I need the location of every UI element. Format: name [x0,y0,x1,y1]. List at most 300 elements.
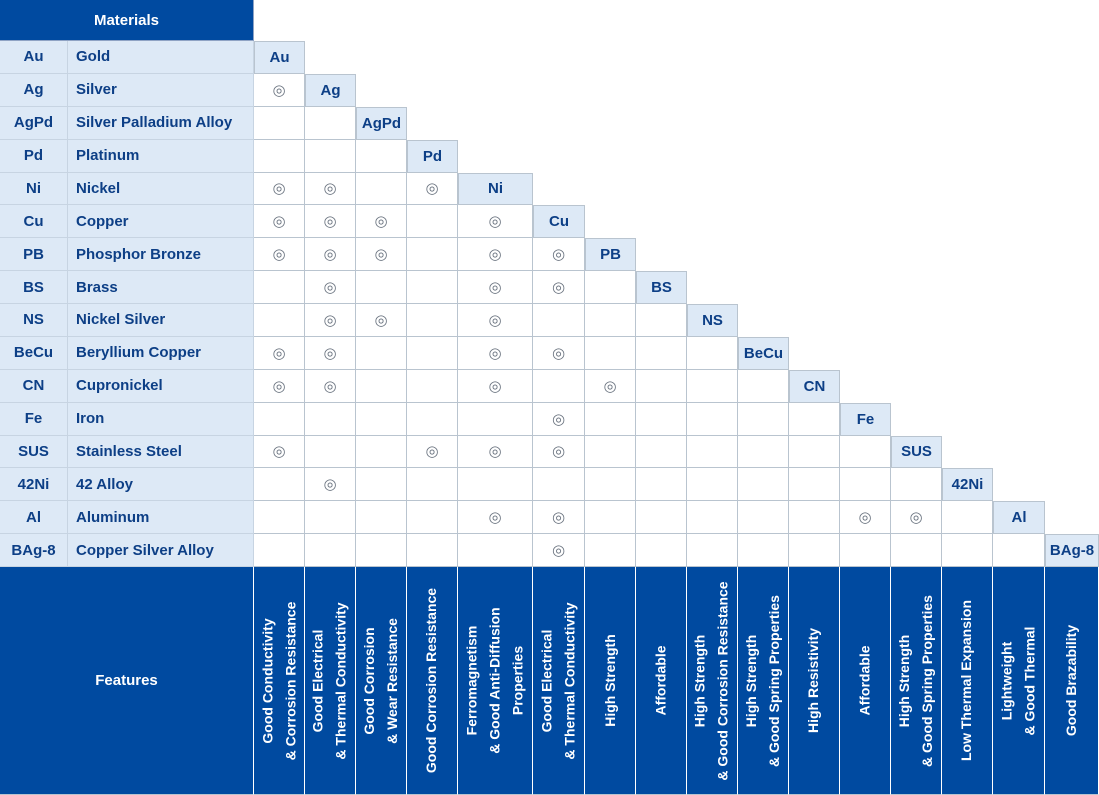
diagonal-symbol-cell [356,107,407,140]
feature-label-line: Lightweight [998,641,1015,720]
matrix-cell [305,534,356,567]
matrix-cell [738,501,789,534]
diagonal-symbol-cell [687,304,738,337]
matrix-cell [458,271,533,304]
diagonal-symbol-text: 42Ni [951,476,984,494]
feature-cell [254,567,305,795]
double-circle-mark-icon: ◎ [323,311,337,329]
matrix-cell [305,173,356,206]
materials-header [0,0,254,41]
material-name-text: Iron [76,410,105,428]
matrix-cell [840,501,891,534]
feature-cell [840,567,891,795]
material-symbol [0,370,68,403]
diagonal-symbol-text: Ag [320,81,341,99]
material-name [68,403,254,436]
double-circle-mark-icon: ◎ [272,213,286,231]
material-symbol-text: BeCu [13,344,54,362]
diagonal-symbol-text: CN [803,377,826,395]
feature-label-line: & Thermal Conductivity [561,601,578,760]
matrix-cell [687,468,738,501]
matrix-cell [305,205,356,238]
material-symbol-text: Pd [23,147,44,165]
material-symbol-text: AgPd [13,114,54,132]
feature-label-line: & Corrosion Resistance [282,601,298,760]
feature-label-line: High Strength [601,634,618,727]
matrix-cell [407,468,458,501]
matrix-cell [891,501,942,534]
feature-label [956,600,979,761]
feature-label [689,581,735,780]
matrix-cell [407,304,458,337]
feature-label-line: Good Conductivity [259,617,275,744]
matrix-cell [636,403,687,436]
feature-cell [636,567,687,795]
matrix-cell [407,534,458,567]
material-name [68,271,254,304]
matrix-cell [687,501,738,534]
material-symbol [0,436,68,469]
material-name-text: Stainless Steel [76,442,182,460]
diagonal-symbol-text: PB [600,246,621,264]
matrix-cell [687,337,738,370]
feature-label [1060,625,1083,736]
feature-label-line: Good Corrosion Resistance [423,587,440,774]
matrix-cell [458,436,533,469]
feature-label-line: Good Brazability [1063,624,1080,737]
matrix-cell [840,468,891,501]
material-name [68,107,254,140]
material-symbol [0,205,68,238]
matrix-cell [585,337,636,370]
diagonal-symbol-text: SUS [901,443,932,461]
matrix-cell [356,173,407,206]
matrix-cell [993,534,1045,567]
matrix-cell [789,501,840,534]
matrix-cell [458,501,533,534]
matrix-cell [533,304,585,337]
matrix-cell [533,501,585,534]
feature-label-line: & Wear Resistance [384,617,400,744]
material-symbol [0,41,68,74]
matrix-cell [636,468,687,501]
feature-cell [1045,567,1099,795]
matrix-cell [407,370,458,403]
feature-label-line: Good Electrical [310,629,327,732]
material-symbol [0,403,68,436]
matrix-cell [254,173,305,206]
double-circle-mark-icon: ◎ [488,344,502,362]
matrix-cell [585,501,636,534]
matrix-cell [458,534,533,567]
material-name [68,140,254,173]
feature-cell [533,567,585,795]
matrix-cell [305,403,356,436]
material-name-text: Silver [76,81,117,99]
matrix-cell [407,501,458,534]
double-circle-mark-icon: ◎ [272,81,286,99]
diagonal-symbol-text: BAg-8 [1049,542,1095,560]
double-circle-mark-icon: ◎ [488,443,502,461]
feature-label [803,628,826,733]
material-name [68,501,254,534]
feature-label-line: Affordable [856,645,873,716]
feature-label [421,588,444,773]
feature-label-line: Ferromagnetism [463,625,480,736]
diagonal-symbol-cell [585,238,636,271]
material-name [68,468,254,501]
matrix-cell [305,107,356,140]
feature-label [650,646,673,716]
double-circle-mark-icon: ◎ [323,246,337,264]
matrix-cell [254,370,305,403]
diagonal-symbol-text: Cu [549,213,569,231]
diagonal-symbol-cell [942,468,993,501]
material-name-text: Nickel Silver [76,311,166,329]
feature-label-line: & Good Thermal [1021,626,1038,735]
matrix-cell [254,304,305,337]
matrix-cell [738,370,789,403]
feature-label-line: High Strength [743,634,759,727]
matrix-cell [789,403,840,436]
matrix-cell [738,534,789,567]
matrix-cell [585,304,636,337]
double-circle-mark-icon: ◎ [323,377,337,395]
feature-label [854,646,877,716]
matrix-cell [636,304,687,337]
double-circle-mark-icon: ◎ [551,509,566,527]
feature-cell [585,567,636,795]
material-name [68,304,254,337]
double-circle-mark-icon: ◎ [909,509,923,527]
matrix-cell [585,436,636,469]
diagonal-symbol-text: AgPd [361,114,402,132]
matrix-cell [407,403,458,436]
matrix-cell [533,468,585,501]
double-circle-mark-icon: ◎ [488,311,502,329]
diagonal-symbol-cell [636,271,687,304]
feature-label [599,634,622,727]
diagonal-symbol-text: BeCu [743,344,784,362]
feature-cell [942,567,993,795]
material-symbol-text: NS [23,311,44,329]
matrix-cell [407,271,458,304]
matrix-cell [687,436,738,469]
feature-label-line: Good Electrical [538,629,555,732]
material-symbol [0,74,68,107]
material-name [68,337,254,370]
feature-label-line: & Good Corrosion Resistance [715,580,731,781]
diagonal-symbol-cell [789,370,840,403]
diagonal-symbol-cell [891,436,942,469]
material-name [68,436,254,469]
double-circle-mark-icon: ◎ [488,377,502,395]
material-symbol-text: BAg-8 [11,541,56,559]
double-circle-mark-icon: ◎ [272,180,286,198]
material-name-text: Copper Silver Alloy [76,541,214,559]
matrix-cell [356,304,407,337]
feature-cell [789,567,840,795]
material-symbol-text: Ag [23,81,44,99]
double-circle-mark-icon: ◎ [551,410,566,428]
feature-label-line: High Strength [896,634,912,727]
material-name-text: Silver Palladium Alloy [76,114,233,132]
material-name [68,238,254,271]
material-name-text: Aluminum [76,508,150,526]
matrix-cell [636,436,687,469]
matrix-cell [636,534,687,567]
matrix-cell [254,468,305,501]
matrix-cell [254,205,305,238]
material-symbol-text: Fe [24,410,43,428]
material-name-text: Beryllium Copper [76,344,202,362]
material-symbol-text: Ni [26,179,41,197]
double-circle-mark-icon: ◎ [323,279,337,297]
matrix-cell [533,271,585,304]
diagonal-symbol-cell [1045,534,1099,567]
matrix-cell [254,271,305,304]
feature-label [893,595,939,767]
feature-label-line: Affordable [652,645,669,716]
material-name [68,205,254,238]
material-symbol [0,337,68,370]
material-name-text: Copper [76,212,129,230]
matrix-cell [687,370,738,403]
material-name [68,534,254,567]
double-circle-mark-icon: ◎ [374,213,388,231]
features-header [0,567,254,795]
double-circle-mark-icon: ◎ [323,344,337,362]
matrix-cell [840,534,891,567]
diagonal-symbol-text: Al [1011,509,1027,527]
double-circle-mark-icon: ◎ [488,213,502,231]
matrix-cell [254,501,305,534]
material-name-text: Cupronickel [76,377,163,395]
matrix-cell [305,304,356,337]
feature-cell [458,567,533,795]
matrix-cell [458,403,533,436]
feature-label [996,626,1042,735]
diagonal-symbol-text: BS [651,279,672,297]
feature-label-line: Properties [509,645,526,716]
material-symbol [0,173,68,206]
material-symbol [0,304,68,337]
material-name-text: 42 Alloy [76,475,133,493]
double-circle-mark-icon: ◎ [488,279,502,297]
double-circle-mark-icon: ◎ [858,509,872,527]
double-circle-mark-icon: ◎ [272,443,286,461]
material-symbol-text: CN [22,377,45,395]
diagonal-symbol-text: Pd [422,147,443,165]
feature-cell [891,567,942,795]
feature-cell [738,567,789,795]
feature-label-line: & Good Spring Properties [766,594,782,767]
material-name-text: Gold [76,48,111,66]
matrix-cell [356,238,407,271]
material-symbol [0,140,68,173]
matrix-cell [407,173,458,206]
double-circle-mark-icon: ◎ [551,344,566,362]
matrix-cell [356,205,407,238]
matrix-cell [789,436,840,469]
material-name [68,173,254,206]
material-name-text: Brass [76,278,118,296]
matrix-cell [356,436,407,469]
feature-label [740,595,786,767]
matrix-cell [942,534,993,567]
matrix-cell [305,271,356,304]
matrix-cell [407,238,458,271]
double-circle-mark-icon: ◎ [374,311,388,329]
feature-label [307,602,353,759]
matrix-cell [356,370,407,403]
material-name-text: Platinum [76,147,140,165]
matrix-cell [840,436,891,469]
feature-label-line: High Strength [692,634,708,727]
diagonal-symbol-text: Au [269,48,290,66]
matrix-cell [891,468,942,501]
matrix-cell [458,238,533,271]
matrix-cell [305,140,356,173]
matrix-cell [254,534,305,567]
feature-cell [356,567,407,795]
material-symbol-text: Au [23,48,44,66]
material-symbol-text: PB [23,245,44,263]
matrix-cell [533,238,585,271]
feature-cell [305,567,356,795]
matrix-cell [533,436,585,469]
double-circle-mark-icon: ◎ [272,344,286,362]
material-symbol [0,238,68,271]
matrix-cell [356,468,407,501]
matrix-cell [585,534,636,567]
double-circle-mark-icon: ◎ [323,180,337,198]
diagonal-symbol-cell [533,205,585,238]
matrix-cell [356,271,407,304]
matrix-cell [254,74,305,107]
diagonal-symbol-cell [993,501,1045,534]
matrix-cell [305,468,356,501]
feature-cell [407,567,458,795]
matrix-cell [738,436,789,469]
matrix-cell [687,534,738,567]
material-name-text: Nickel [76,179,121,197]
matrix-cell [585,468,636,501]
diagonal-symbol-cell [840,403,891,436]
matrix-cell [356,534,407,567]
matrix-cell [254,403,305,436]
matrix-cell [738,468,789,501]
matrix-cell [942,501,993,534]
matrix-cell [458,468,533,501]
matrix-cell [305,370,356,403]
matrix-cell [305,501,356,534]
feature-label-line: Good Corrosion [361,626,377,735]
feature-label [256,601,302,760]
material-symbol-text: Cu [23,212,44,230]
double-circle-mark-icon: ◎ [488,509,502,527]
double-circle-mark-icon: ◎ [488,246,502,264]
diagonal-symbol-cell [458,173,533,206]
feature-label [536,602,582,759]
double-circle-mark-icon: ◎ [323,476,337,494]
material-symbol [0,534,68,567]
matrix-cell [458,205,533,238]
matrix-cell [356,337,407,370]
matrix-cell [533,534,585,567]
matrix-cell [789,534,840,567]
diagonal-symbol-text: Fe [856,410,875,428]
matrix-cell [533,403,585,436]
matrix-cell [305,337,356,370]
material-symbol [0,501,68,534]
diagonal-symbol-text: Ni [488,180,503,198]
material-symbol [0,107,68,140]
material-name-text: Phosphor Bronze [76,245,202,263]
feature-label-line: High Resistivity [805,627,822,734]
double-circle-mark-icon: ◎ [272,377,286,395]
material-name [68,41,254,74]
matrix-cell [254,107,305,140]
matrix-cell [305,436,356,469]
matrix-cell [789,468,840,501]
feature-cell [687,567,738,795]
matrix-cell [687,403,738,436]
double-circle-mark-icon: ◎ [425,180,439,198]
feature-cell [993,567,1045,795]
matrix-cell [356,501,407,534]
matrix-cell [636,337,687,370]
matrix-cell [356,140,407,173]
feature-label-line: Low Thermal Expansion [958,599,975,762]
diagonal-symbol-cell [305,74,356,107]
matrix-cell [254,337,305,370]
matrix-cell [636,370,687,403]
double-circle-mark-icon: ◎ [551,542,566,560]
matrix-cell [891,534,942,567]
double-circle-mark-icon: ◎ [551,246,566,264]
matrix-cell [458,304,533,337]
material-name [68,370,254,403]
features-header-label: Features [95,672,158,689]
double-circle-mark-icon: ◎ [323,213,337,231]
matrix-cell [254,436,305,469]
material-symbol-text: 42Ni [17,475,50,493]
matrix-cell [458,337,533,370]
feature-label-line: & Good Spring Properties [919,594,935,767]
matrix-cell [407,337,458,370]
matrix-cell [585,403,636,436]
feature-label [358,618,404,744]
matrix-cell [407,205,458,238]
matrix-cell [356,403,407,436]
material-symbol-text: Al [26,508,41,526]
matrix-cell [585,370,636,403]
feature-label [461,607,530,753]
matrix-cell [305,238,356,271]
diagonal-symbol-cell [407,140,458,173]
matrix-cell [254,140,305,173]
matrix-cell [738,403,789,436]
matrix-cell [533,370,585,403]
material-symbol [0,468,68,501]
material-symbol-text: SUS [18,442,49,460]
feature-label-line: & Thermal Conductivity [333,601,350,760]
diagonal-symbol-cell [738,337,789,370]
matrix-cell [533,337,585,370]
material-symbol [0,271,68,304]
material-symbol-text: BS [23,278,44,296]
